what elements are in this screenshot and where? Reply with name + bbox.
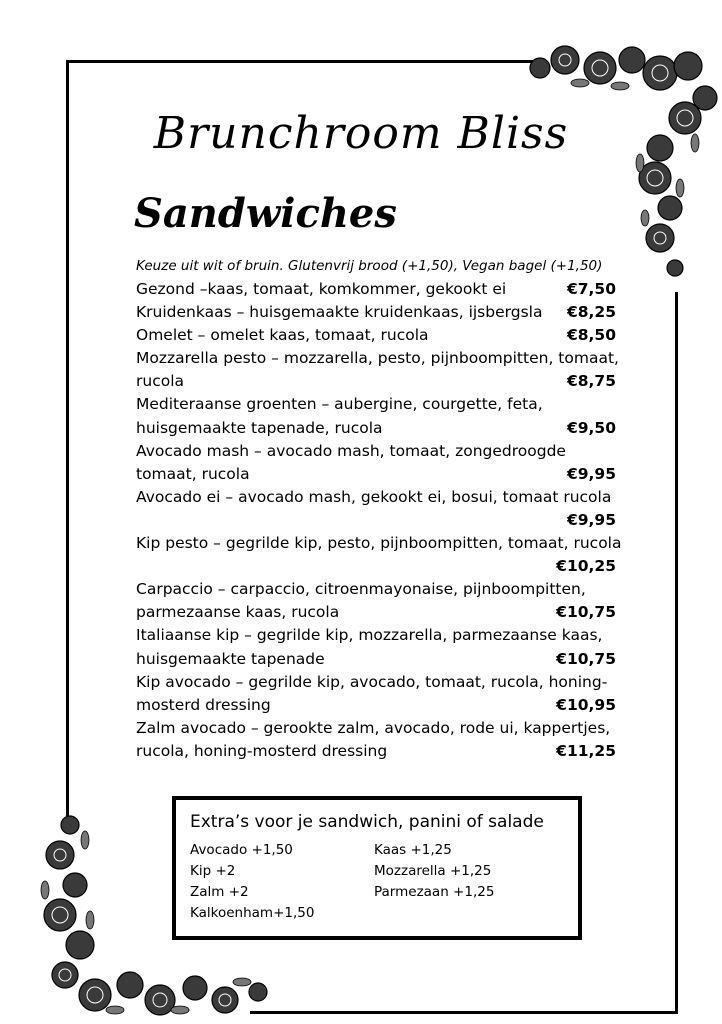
extras-title: Extra’s voor je sandwich, panini of salade xyxy=(190,812,544,832)
line-price: €8,25 xyxy=(566,303,616,322)
extra-item: Mozzarella +1,25 xyxy=(374,863,492,879)
menu-line xyxy=(136,463,624,486)
rose-garland-top-right xyxy=(520,38,720,283)
extra-item: Parmezaan +1,25 xyxy=(374,884,495,900)
line-price: €10,25 xyxy=(556,557,616,576)
line-price: €10,75 xyxy=(556,649,616,668)
line-text: rucola xyxy=(136,372,185,391)
line-text: Kruidenkaas – huisgemaakte kruidenkaas, ijsbergsla xyxy=(136,303,543,322)
extra-item: Kaas +1,25 xyxy=(374,842,452,858)
menu-line xyxy=(136,440,624,463)
line-text: Avocado ei – avocado mash, gekookt ei, bosui, tomaat rucola xyxy=(136,487,612,506)
menu-line xyxy=(136,648,624,671)
menu-line xyxy=(136,301,624,324)
line-text: mosterd dressing xyxy=(136,695,271,714)
menu-line xyxy=(136,417,624,440)
line-text: Kip pesto – gegrilde kip, pesto, pijnboompitten, tomaat, rucola xyxy=(136,534,622,553)
menu-line xyxy=(136,694,624,717)
line-text: Mediteraanse groenten – aubergine, courgette, feta, xyxy=(136,395,543,414)
line-text: tomaat, rucola xyxy=(136,464,250,483)
line-price: €8,50 xyxy=(566,326,616,345)
extra-item: Zalm +2 xyxy=(190,884,249,900)
section-heading: Sandwiches xyxy=(134,190,397,237)
menu-line xyxy=(136,393,624,416)
line-text: Kip avocado – gegrilde kip, avocado, tomaat, rucola, honing- xyxy=(136,672,608,691)
menu-line xyxy=(136,509,624,532)
menu-line xyxy=(136,555,624,578)
line-price: €10,95 xyxy=(556,695,616,714)
line-text: Omelet – omelet kaas, tomaat, rucola xyxy=(136,326,429,345)
line-price: €8,75 xyxy=(566,372,616,391)
line-text: Avocado mash – avocado mash, tomaat, zongedroogde xyxy=(136,441,566,460)
menu-line xyxy=(136,370,624,393)
sandwich-list xyxy=(136,278,624,763)
menu-line xyxy=(136,578,624,601)
menu-line xyxy=(136,601,624,624)
line-text: huisgemaakte tapenade, rucola xyxy=(136,418,383,437)
menu-title: Brunchroom Bliss xyxy=(153,108,569,159)
frame-bottom-line xyxy=(250,1011,678,1014)
menu-line xyxy=(136,624,624,647)
menu-line xyxy=(136,740,624,763)
line-price: €11,25 xyxy=(556,741,616,760)
frame-right-line xyxy=(675,292,678,1014)
line-text: parmezaanse kaas, rucola xyxy=(136,603,340,622)
menu-line xyxy=(136,671,624,694)
line-price: €9,95 xyxy=(566,510,616,529)
menu-line xyxy=(136,532,624,555)
line-text: Italiaanse kip – gegrilde kip, mozzarella, parmezaanse kaas, xyxy=(136,626,603,645)
menu-line xyxy=(136,717,624,740)
menu-line xyxy=(136,324,624,347)
extra-item: Kalkoenham+1,50 xyxy=(190,905,315,921)
line-price: €10,75 xyxy=(556,603,616,622)
menu-line xyxy=(136,347,624,370)
extra-item: Avocado +1,50 xyxy=(190,842,293,858)
line-text: Mozzarella pesto – mozzarella, pesto, pijnboompitten, tomaat, xyxy=(136,349,619,368)
line-text: Gezond –kaas, tomaat, komkommer, gekookt ei xyxy=(136,280,507,298)
extras-box xyxy=(172,796,582,940)
menu-line xyxy=(136,486,624,509)
menu-line xyxy=(136,278,624,301)
line-price: €7,50 xyxy=(566,280,616,298)
line-text: rucola, honing-mosterd dressing xyxy=(136,741,388,760)
frame-top-line xyxy=(66,60,536,63)
line-price: €9,50 xyxy=(566,418,616,437)
extra-item: Kip +2 xyxy=(190,863,236,879)
line-text: Zalm avocado – gerookte zalm, avocado, rode ui, kappertjes, xyxy=(136,718,611,737)
line-price: €9,95 xyxy=(566,464,616,483)
line-text: Carpaccio – carpaccio, citroenmayonaise, pijnboompitten, xyxy=(136,580,586,599)
intro-text: Keuze uit wit of bruin. Glutenvrij brood (+1,50), Vegan bagel (+1,50) xyxy=(136,258,603,274)
line-text: huisgemaakte tapenade xyxy=(136,649,325,668)
frame-left-line xyxy=(66,60,69,830)
